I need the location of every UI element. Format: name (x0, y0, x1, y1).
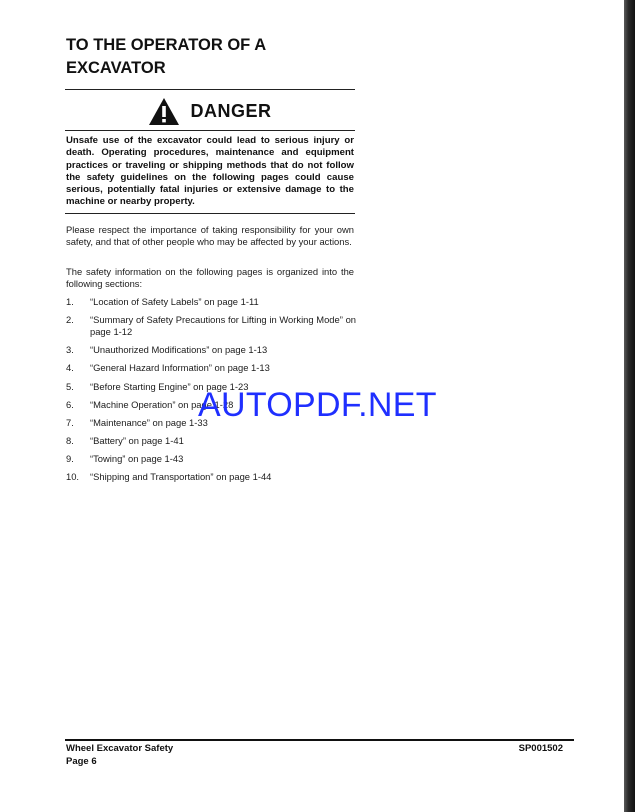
footer-document-code: SP001502 (518, 743, 563, 754)
danger-header (65, 95, 355, 127)
footer-page-number: Page 6 (66, 755, 97, 767)
list-item-text: “Towing” on page 1-43 (90, 452, 184, 464)
danger-bottom-rule (65, 213, 355, 214)
list-item (66, 435, 356, 447)
danger-label: DANGER (190, 100, 272, 121)
list-item-number: 7. (66, 416, 74, 428)
list-item-number: 4. (66, 362, 74, 374)
watermark-text: AUTOPDF.NET (198, 386, 437, 424)
footer-rule (65, 739, 574, 741)
list-item (66, 471, 356, 483)
page-title: TO THE OPERATOR OF A EXCAVATOR (66, 36, 267, 77)
danger-top-rule (65, 89, 355, 90)
footer-section-title: Wheel Excavator Safety (66, 743, 174, 754)
danger-mid-rule (65, 130, 355, 131)
list-item-text: “Battery” on page 1-41 (90, 434, 184, 446)
list-item-number: 9. (66, 452, 74, 464)
list-item-text: “Summary of Safety Precautions for Lifting in Working Mode” on page 1-12 (90, 314, 356, 338)
list-item (66, 344, 356, 356)
list-item-text: “Maintenance” on page 1-33 (90, 416, 208, 428)
danger-warning-text: Unsafe use of the excavator could lead to serious injury or death. Operating procedures, maintenance and equipment practices or traveling or shipping methods that do not follow the safety guidelines on the following pages could cause serious, potentially fatal injuries or extensive damage to the machine or nearby property. (66, 135, 354, 208)
list-item (66, 314, 356, 338)
list-item-text: “Before Starting Engine” on page 1-23 (90, 380, 249, 392)
list-item (66, 453, 356, 465)
list-item-number: 8. (66, 434, 74, 446)
footer-left (66, 743, 173, 768)
list-item (66, 362, 356, 374)
sections-intro-paragraph: The safety information on the following pages is organized into the following sections: (66, 266, 354, 290)
list-item-number: 10. (66, 471, 80, 483)
list-item-text: “General Hazard Information” on page 1-13 (90, 362, 270, 374)
list-item-text: “Unauthorized Modifications” on page 1-13 (90, 344, 268, 356)
list-item-number: 1. (66, 296, 74, 307)
list-item-number: 2. (66, 314, 74, 326)
list-item (66, 296, 356, 308)
list-item-number: 6. (66, 398, 74, 410)
intro-paragraph: Please respect the importance of taking responsibility for your own safety, and that of other people who may be affected by your actions. (66, 224, 354, 248)
list-item-number: 3. (66, 344, 74, 356)
page-edge-shadow (624, 0, 635, 812)
list-item-text: “Machine Operation” on page 1-28 (90, 398, 234, 410)
list-item-text: “Shipping and Transportation” on page 1-44 (90, 471, 272, 483)
list-item-number: 5. (66, 380, 74, 392)
list-item-text: “Location of Safety Labels” on page 1-11 (90, 296, 259, 307)
warning-triangle-icon (148, 97, 180, 126)
